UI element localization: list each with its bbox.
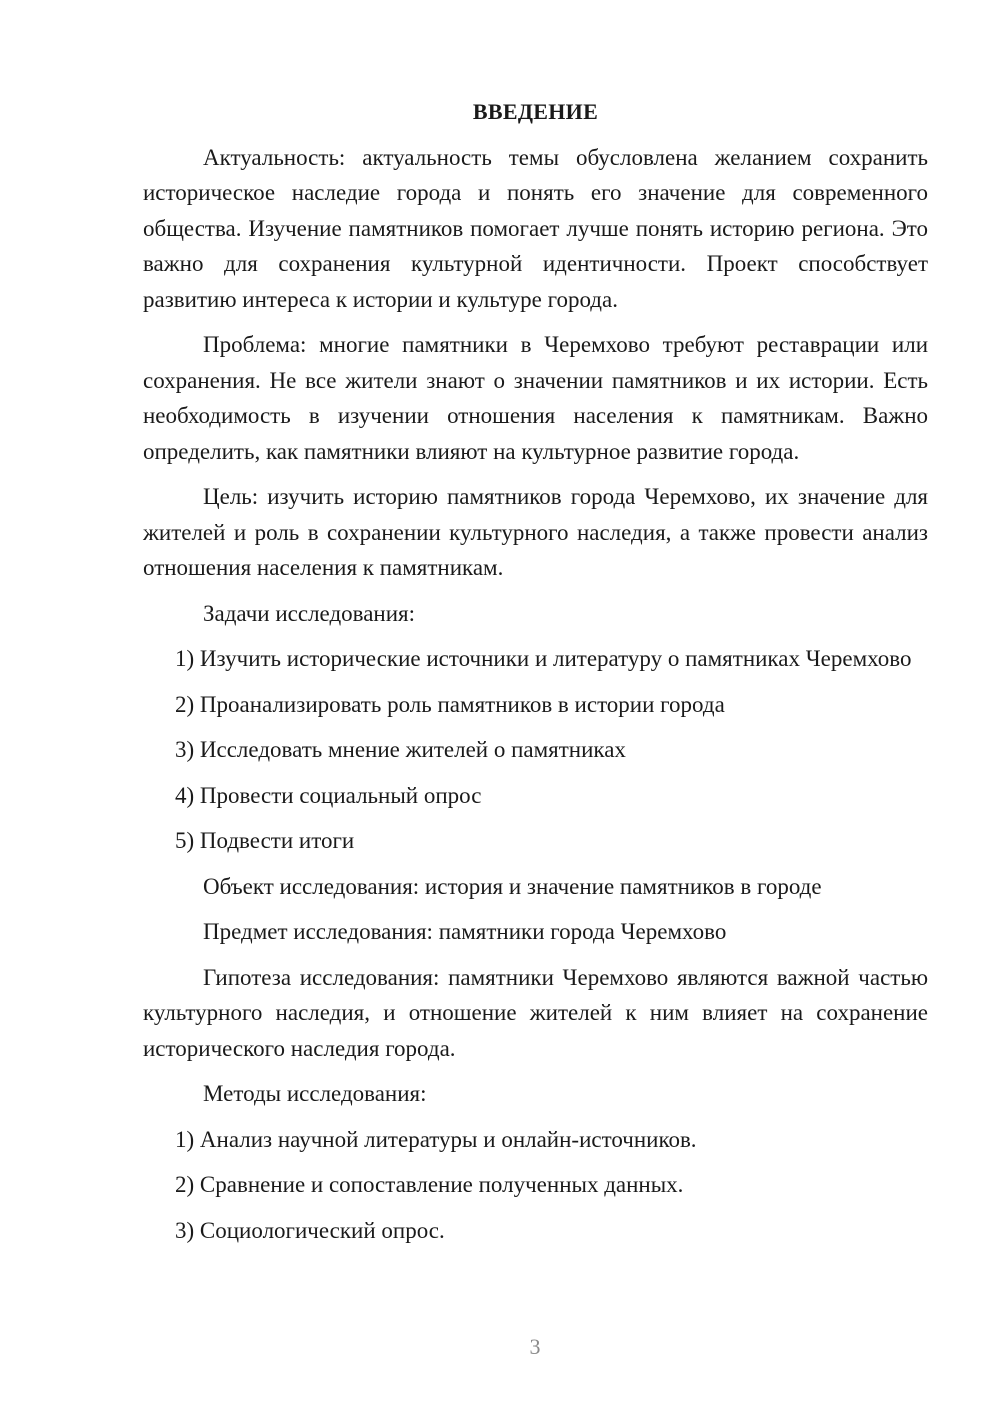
list-item: 1) Изучить исторические источники и литературу о памятниках Черемхово (175, 646, 912, 671)
hypothesis-paragraph: Гипотеза исследования: памятники Черемхово являются важной частью культурного наследия, и отношение жителей к ним влияет на сохранение исторического наследия города. (143, 964, 928, 1061)
object-paragraph: Объект исследования: история и значение памятников в городе (203, 873, 822, 899)
list-item: 3) Социологический опрос. (175, 1217, 445, 1243)
tasks-label: Задачи исследования: (203, 600, 416, 626)
methods-label: Методы исследования: (203, 1081, 427, 1106)
page-content (143, 94, 928, 1258)
tasks-list (143, 641, 928, 859)
page-number: 3 (529, 1334, 541, 1359)
list-item: 5) Подвести итоги (175, 828, 355, 853)
list-item: 4) Провести социальный опрос (175, 782, 482, 808)
methods-list (143, 1122, 928, 1249)
relevance-paragraph: Актуальность: актуальность темы обусловлена желанием сохранить историческое наследие города и понять его значение для современного общества. Изучение памятников помогает лучше понять историю региона. Это важно для сохранения культурной идентичности. Проект способствует развитию интереса к истории и культуре города. (143, 144, 928, 312)
problem-paragraph: Проблема: многие памятники в Черемхово требуют реставрации или сохранения. Не все жители знают о значении памятников и их истории. Есть необходимость в изучении отношения населения к памятникам. Важно определить, как памятники влияют на культурное развитие города. (143, 332, 928, 464)
list-item: 2) Сравнение и сопоставление полученных данных. (175, 1172, 684, 1197)
subject-paragraph: Предмет исследования: памятники города Черемхово (203, 919, 727, 944)
goal-paragraph: Цель: изучить историю памятников города Черемхово, их значение для жителей и роль в сохранении культурного наследия, а также провести анализ отношения населения к памятникам. (143, 484, 928, 580)
page-title: ВВЕДЕНИЕ (472, 99, 599, 124)
list-item: 3) Исследовать мнение жителей о памятниках (175, 737, 626, 762)
list-item: 2) Проанализировать роль памятников в истории города (175, 691, 725, 717)
list-item: 1) Анализ научной литературы и онлайн-источников. (175, 1126, 697, 1152)
